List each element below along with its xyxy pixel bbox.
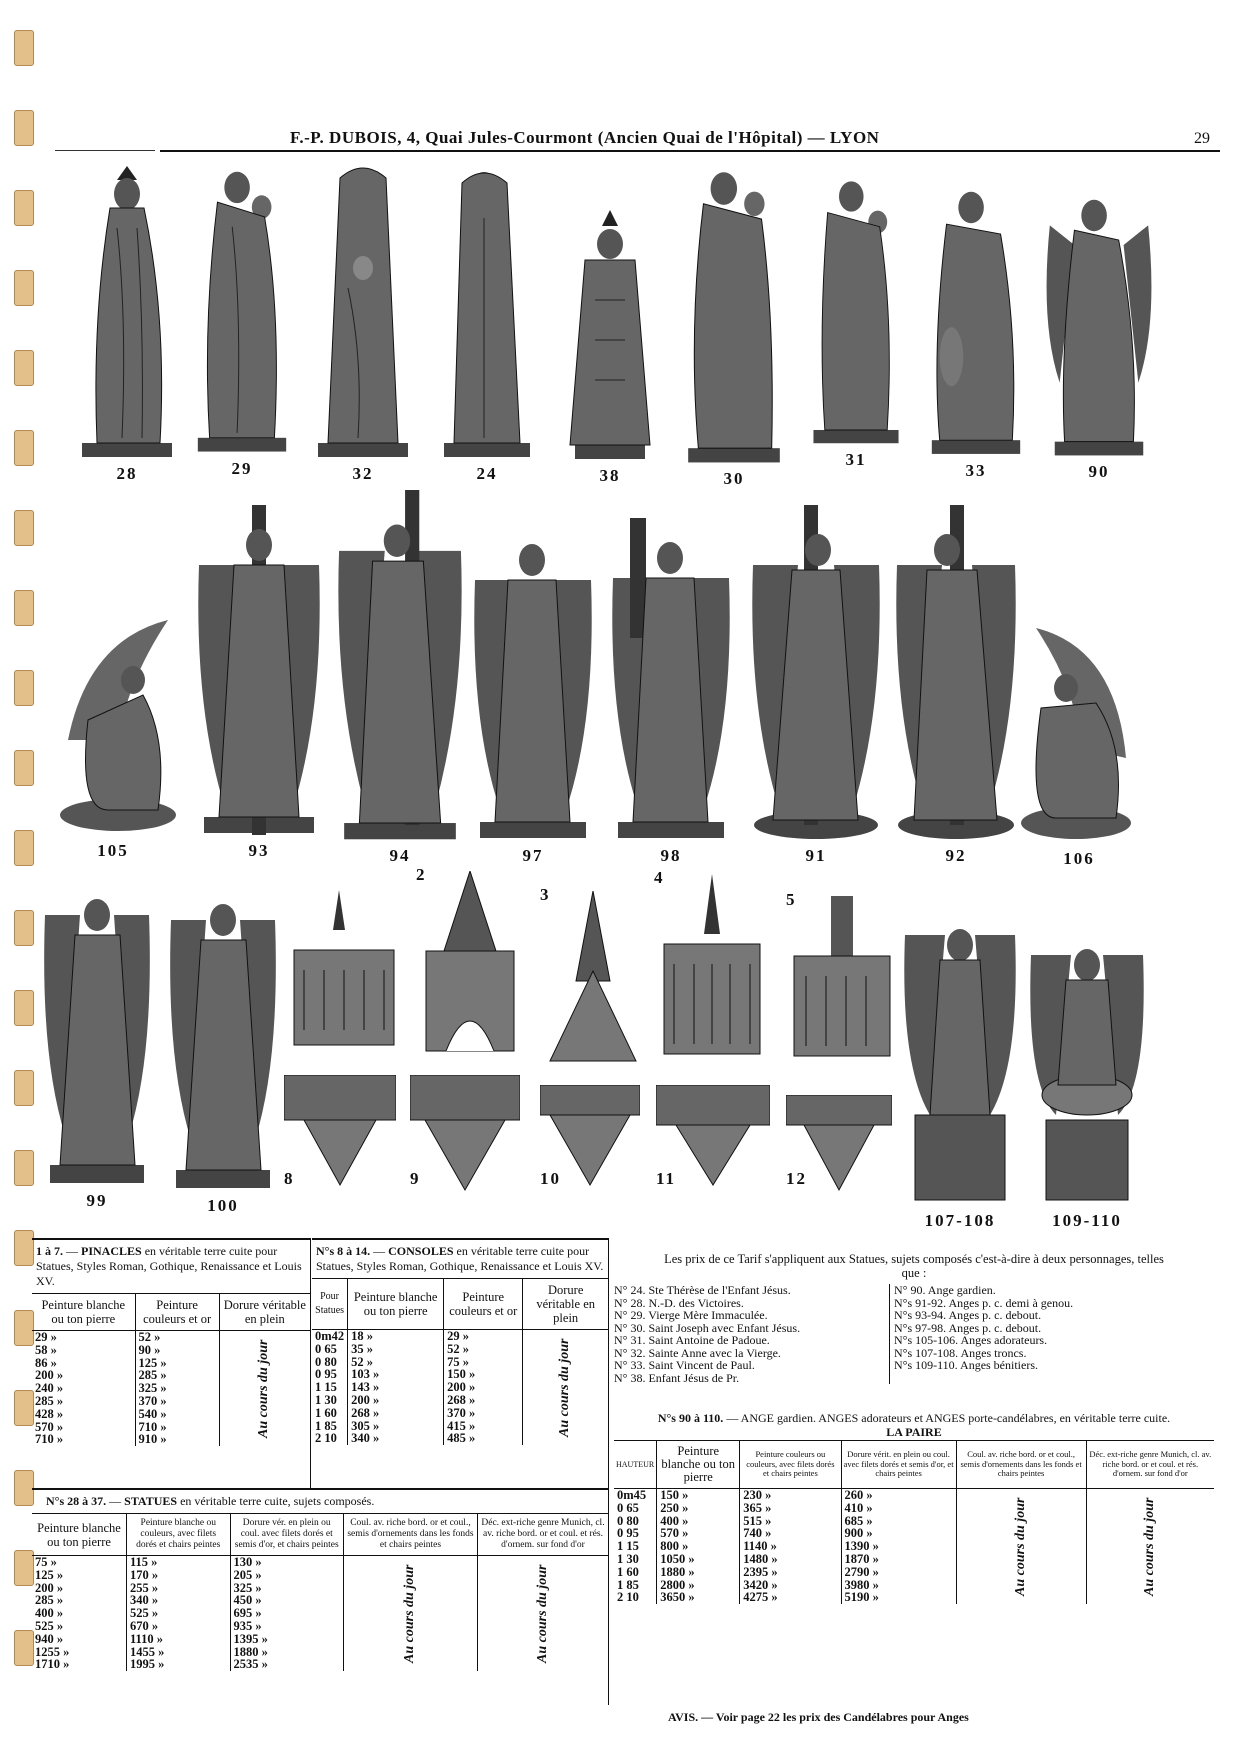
table-cell: 450 » — [230, 1594, 343, 1607]
statue-figure — [308, 158, 418, 484]
figure-number: 90 — [1088, 462, 1110, 482]
table-cell: 0 65 — [617, 1500, 639, 1515]
pinacles-title: 1 à 7. — PINACLES en véritable terre cuite pour Statues, Styles Roman, Gothique, Renaissance et Louis XV. — [36, 1244, 302, 1288]
angel-illustration — [892, 505, 1020, 840]
table-cell: 150 » — [444, 1368, 523, 1381]
table-cell: 1 15 — [617, 1539, 639, 1554]
statue-figure — [560, 210, 660, 486]
col-header: Coul. av. riche bord. or et coul., semis d'ornements dans les fonds et chairs peintes — [343, 1514, 477, 1556]
table-cell: 268 » — [444, 1394, 523, 1407]
figure-number: 99 — [86, 1191, 108, 1210]
table-cell: 200 » — [35, 1580, 64, 1595]
statue-figure — [804, 170, 908, 470]
notice-text: AVIS. — Voir page 22 les prix des Candélabres pour Anges — [668, 1710, 969, 1724]
figure-number: 31 — [845, 450, 867, 470]
table-cell: 52 » — [135, 1331, 219, 1344]
table-cell: 1110 » — [127, 1633, 231, 1646]
table-cell: 75 » — [35, 1555, 57, 1569]
table-cell: 428 » — [35, 1406, 64, 1421]
statue-illustration — [804, 170, 908, 444]
consoles-table — [312, 1278, 608, 1445]
table-cell: 370 » — [444, 1407, 523, 1420]
table-cell: 200 » — [444, 1381, 523, 1394]
list-item: N° 31. Saint Antoine de Padoue. — [614, 1333, 770, 1347]
table-cell: 485 » — [444, 1432, 523, 1445]
angel-figure — [1016, 628, 1142, 869]
col-header: Coul. av. riche bord. or et coul., semis d'ornements dans les fonds et chairs peintes — [956, 1441, 1086, 1489]
table-cell: 255 » — [127, 1582, 231, 1595]
figure-number: 30 — [723, 469, 745, 489]
figure-number: 105 — [97, 841, 129, 860]
table-cell: 1255 » — [35, 1644, 70, 1659]
title-bold: PINACLES — [81, 1244, 142, 1258]
table-cell: 0 65 — [315, 1341, 337, 1356]
angel-illustration — [748, 505, 884, 840]
table-cell: 240 » — [35, 1381, 64, 1396]
table-cell: 515 » — [740, 1515, 841, 1528]
col-header: Dorure vér. en plein ou coul. avec filets dorés et semis d'or, et chairs peintes — [230, 1514, 343, 1556]
list-item: N°s 91-92. Anges p. c. demi à genou. — [894, 1295, 1074, 1310]
table-cell: 0 80 — [315, 1354, 337, 1369]
console-figure — [284, 1075, 396, 1189]
table-cell: 18 » — [348, 1330, 444, 1343]
title-num: N°s 90 à 110. — [657, 1411, 724, 1425]
table-cell: 170 » — [127, 1569, 231, 1582]
angel-illustration — [48, 620, 178, 835]
figure-number: 38 — [599, 466, 621, 485]
table-cell: 370 » — [135, 1395, 219, 1408]
title-num: N°s 28 à 37. — [46, 1494, 107, 1508]
table-cell: 52 » — [348, 1356, 444, 1369]
table-cell: 1480 » — [740, 1553, 841, 1566]
table-cell: 2535 » — [230, 1658, 343, 1671]
list-item: N° 28. N.-D. des Victoires. — [614, 1295, 744, 1310]
col-header: HAUTEUR — [614, 1441, 657, 1489]
figure-number: 98 — [660, 846, 682, 865]
figure-number: 29 — [231, 458, 253, 478]
figure-number: 92 — [945, 846, 967, 865]
col-header: Peinture blanche ou ton pierre — [32, 1514, 127, 1556]
col-header: Peinture blanche ou couleurs, avec filets dorés et chairs peintes — [127, 1514, 231, 1556]
pinnacle-figure — [654, 868, 770, 1064]
table-cell: 1140 » — [740, 1540, 841, 1553]
table-cell: 0m42 — [315, 1329, 345, 1343]
table-cell: 0m45 — [617, 1488, 647, 1502]
table-cell: 125 » — [135, 1357, 219, 1370]
table-cell: 1395 » — [230, 1633, 343, 1646]
angel-illustration — [1026, 935, 1148, 1205]
table-cell — [477, 1556, 608, 1672]
table-cell: 1870 » — [841, 1553, 956, 1566]
tariff-list-left — [614, 1284, 890, 1384]
pinnacle-figure — [786, 890, 898, 1066]
table-cell: 570 » — [35, 1419, 64, 1434]
table-cell: 1 30 — [315, 1392, 337, 1407]
statue-figure — [1040, 186, 1158, 482]
title-bold: STATUES — [124, 1494, 178, 1508]
list-item: N° 24. Ste Thérèse de l'Enfant Jésus. — [614, 1283, 791, 1297]
rotated-note: Au cours du jour — [1012, 1497, 1028, 1596]
table-cell: 285 » — [135, 1369, 219, 1382]
col-header: Peinture blanche ou ton pierre — [348, 1279, 444, 1330]
list-item: N°s 97-98. Anges p. c. debout. — [894, 1320, 1042, 1335]
table-row — [32, 1331, 310, 1344]
table-cell: 150 » — [657, 1489, 740, 1502]
table-cell: 0 95 — [315, 1367, 337, 1382]
table-cell — [1086, 1489, 1214, 1605]
table-cell: 75 » — [444, 1356, 523, 1369]
figure-number: 28 — [116, 464, 138, 483]
list-item: N°s 93-94. Anges p. c. debout. — [894, 1308, 1042, 1322]
table-cell: 2 10 — [315, 1431, 337, 1446]
tariff-intro: Les prix de ce Tarif s'appliquent aux Statues, sujets composés c'est-à-dire à deux personnages, telles que : — [664, 1252, 1164, 1280]
list-item: N°s 107-108. Anges troncs. — [894, 1345, 1027, 1360]
table-cell: 695 » — [230, 1607, 343, 1620]
statue-figure — [188, 158, 296, 479]
anges-subtitle: LA PAIRE — [886, 1425, 942, 1439]
table-cell: 250 » — [657, 1502, 740, 1515]
title-num: 1 à 7. — [36, 1244, 63, 1258]
angel-figure — [1026, 935, 1148, 1231]
header-text: F.-P. DUBOIS, 4, Quai Jules-Courmont (Ancien Quai de l'Hôpital) — LYON — [290, 128, 880, 147]
console-number: 9 — [410, 1169, 421, 1188]
statue-figure — [432, 158, 542, 484]
table-cell: 940 » — [35, 1631, 64, 1646]
angel-figure — [608, 518, 734, 866]
table-cell: 415 » — [444, 1420, 523, 1433]
table-cell: 710 » — [135, 1421, 219, 1434]
pinnacle-figure — [416, 865, 524, 1061]
pinnacle-illustration — [540, 891, 646, 1071]
table-cell: 29 » — [35, 1330, 57, 1344]
col-header: Peinture couleurs et or — [444, 1279, 523, 1330]
list-item: N° 33. Saint Vincent de Paul. — [614, 1358, 755, 1372]
col-header: Dorure vérit. en plein ou coul. avec filets dorés et semis d'or, et chairs peintes — [841, 1441, 956, 1489]
console-figure — [656, 1085, 770, 1189]
table-cell: 3420 » — [740, 1579, 841, 1592]
table-cell: 90 » — [135, 1344, 219, 1357]
angel-figure — [470, 520, 596, 866]
list-item: N° 38. Enfant Jésus de Pr. — [614, 1370, 740, 1385]
title-text: ANGE gardien. ANGES adorateurs et ANGES porte-candélabres, en véritable terre cuite. — [740, 1411, 1171, 1425]
angel-figure — [48, 620, 178, 861]
table-cell — [956, 1489, 1086, 1605]
list-item: N° 32. Sainte Anne avec la Vierge. — [614, 1345, 781, 1360]
angel-figure — [892, 505, 1020, 866]
pinnacle-number: 3 — [540, 885, 551, 904]
header-left-rule — [55, 150, 155, 151]
figure-number: 32 — [352, 464, 374, 483]
angel-illustration — [40, 875, 154, 1185]
pinnacle-illustration — [416, 871, 524, 1061]
table-cell: 125 » — [35, 1567, 64, 1582]
table-cell: 52 » — [444, 1343, 523, 1356]
table-cell: 3980 » — [841, 1579, 956, 1592]
consoles-title: N°s 8 à 14. — CONSOLES en véritable terre cuite pour Statues, Styles Roman, Gothique, Renaissance et Louis XV. — [316, 1244, 604, 1273]
angel-illustration — [166, 880, 280, 1190]
table-cell: 2790 » — [841, 1566, 956, 1579]
col-header: Peinture blanche ou ton pierre — [657, 1441, 740, 1489]
col-header: Peinture blanche ou ton pierre — [32, 1294, 135, 1331]
table-cell: 103 » — [348, 1368, 444, 1381]
statues-price-table — [32, 1488, 609, 1705]
table-cell: 910 » — [135, 1433, 219, 1446]
figure-number: 109-110 — [1052, 1211, 1122, 1230]
col-header: Peinture couleurs ou couleurs, avec filets dorés et chairs peintes — [740, 1441, 841, 1489]
figure-number: 91 — [805, 846, 827, 865]
pinnacle-number: 5 — [786, 890, 797, 909]
table-cell: 35 » — [348, 1343, 444, 1356]
table-cell: 540 » — [135, 1408, 219, 1421]
table-cell: 115 » — [127, 1556, 231, 1569]
statue-figure — [922, 180, 1030, 481]
console-number: 10 — [540, 1169, 561, 1188]
table-cell — [343, 1556, 477, 1672]
angel-illustration — [1016, 628, 1142, 843]
table-row — [312, 1330, 608, 1343]
figure-number: 94 — [389, 846, 411, 866]
pinnacle-illustration — [654, 874, 770, 1064]
anges-price-table — [614, 1412, 1214, 1712]
statue-illustration — [1040, 186, 1158, 456]
table-cell: 400 » — [657, 1515, 740, 1528]
anges-table — [614, 1440, 1214, 1604]
table-cell: 1455 » — [127, 1646, 231, 1659]
table-cell: 800 » — [657, 1540, 740, 1553]
table-cell: 1710 » — [35, 1657, 70, 1672]
table-cell: 1050 » — [657, 1553, 740, 1566]
table-cell: 130 » — [230, 1556, 343, 1569]
table-cell: 740 » — [740, 1527, 841, 1540]
list-item: N°s 105-106. Anges adorateurs. — [894, 1333, 1048, 1347]
console-number: 11 — [656, 1169, 677, 1188]
table-cell: 1 85 — [617, 1577, 639, 1592]
table-cell: 1 85 — [315, 1418, 337, 1433]
statues-table — [32, 1513, 608, 1671]
page-number: 29 — [1194, 130, 1210, 147]
title-bold: CONSOLES — [388, 1244, 454, 1258]
table-cell: 365 » — [740, 1502, 841, 1515]
table-cell: 340 » — [127, 1594, 231, 1607]
angel-figure — [166, 880, 280, 1216]
table-cell: 1390 » — [841, 1540, 956, 1553]
console-number: 12 — [786, 1169, 807, 1188]
angel-illustration — [608, 518, 734, 840]
anges-title: N°s 90 à 110. — ANGE gardien. ANGES adorateurs et ANGES porte-candélabres, en véritable terre cuite. — [657, 1411, 1171, 1425]
table-cell: 260 » — [841, 1489, 956, 1502]
angel-illustration — [470, 520, 596, 840]
statue-figure — [72, 158, 182, 484]
col-header: Dorure véritable en plein — [219, 1294, 310, 1331]
rotated-note: Au cours du jour — [402, 1564, 418, 1663]
table-cell: 1995 » — [127, 1658, 231, 1671]
statue-illustration — [560, 210, 660, 460]
table-cell: 305 » — [348, 1420, 444, 1433]
table-cell: 4275 » — [740, 1591, 841, 1604]
col-header: Déc. ext-riche genre Munich, cl. av. riche bord. or et coul. et rés. d'ornem. sur fond d'or — [477, 1514, 608, 1556]
col-header: Peinture couleurs et or — [135, 1294, 219, 1331]
figure-number: 107-108 — [924, 1211, 996, 1230]
list-item: N° 30. Saint Joseph avec Enfant Jésus. — [614, 1320, 801, 1335]
col-header: Déc. ext-riche genre Munich, cl. av. riche bord. or et coul. et rés. d'ornem. sur fond d'or — [1086, 1441, 1214, 1489]
figure-number: 106 — [1063, 849, 1095, 868]
figure-number: 93 — [248, 841, 270, 860]
table-cell: 325 » — [135, 1382, 219, 1395]
title-rest: en véritable terre cuite pour Statues, Styles Roman, Gothique, Renaissance et Louis XV. — [316, 1244, 604, 1273]
table-cell: 1 60 — [617, 1564, 639, 1579]
table-cell: 29 » — [444, 1330, 523, 1343]
pinnacle-illustration — [786, 896, 898, 1066]
angel-figure — [334, 490, 466, 866]
table-row — [614, 1489, 1214, 1502]
table-row — [32, 1556, 608, 1569]
pinnacle-figure — [540, 885, 646, 1071]
table-cell: 685 » — [841, 1515, 956, 1528]
console-figure — [410, 1075, 520, 1189]
angel-illustration — [900, 915, 1020, 1205]
rotated-note: Au cours du jour — [256, 1339, 272, 1438]
rotated-note: Au cours du jour — [534, 1564, 550, 1663]
table-cell: 525 » — [35, 1618, 64, 1633]
pinnacle-figure — [284, 890, 402, 1066]
statue-illustration — [188, 158, 296, 453]
table-cell: 1 60 — [315, 1405, 337, 1420]
table-cell — [523, 1330, 608, 1446]
title-rest: en véritable terre cuite, sujets composés. — [180, 1494, 375, 1508]
table-cell: 58 » — [35, 1342, 57, 1357]
statue-illustration — [308, 158, 418, 458]
table-cell: 570 » — [657, 1527, 740, 1540]
table-cell: 340 » — [348, 1432, 444, 1445]
table-cell: 525 » — [127, 1607, 231, 1620]
table-cell: 400 » — [35, 1606, 64, 1621]
table-cell: 5190 » — [841, 1591, 956, 1604]
table-cell: 0 80 — [617, 1513, 639, 1528]
figure-number: 97 — [522, 846, 544, 865]
table-cell: 1 30 — [617, 1551, 639, 1566]
table-cell: 200 » — [348, 1394, 444, 1407]
table-cell: 900 » — [841, 1527, 956, 1540]
table-cell: 3650 » — [657, 1591, 740, 1604]
table-cell: 285 » — [35, 1393, 64, 1408]
figure-number: 100 — [207, 1196, 239, 1215]
header-rule — [160, 150, 1220, 152]
console-figure — [786, 1095, 892, 1189]
pinacles-price-table — [32, 1238, 311, 1488]
table-cell: 325 » — [230, 1582, 343, 1595]
table-cell: 285 » — [35, 1593, 64, 1608]
title-num: N°s 8 à 14. — [316, 1244, 371, 1258]
table-cell: 2 10 — [617, 1590, 639, 1605]
angel-figure — [40, 875, 154, 1211]
col-header: Dorure véritable en plein — [523, 1279, 608, 1330]
consoles-price-table — [312, 1238, 609, 1488]
angel-figure — [900, 915, 1020, 1231]
page-header — [160, 128, 1210, 152]
angel-illustration — [334, 490, 466, 840]
rotated-note: Au cours du jour — [1141, 1497, 1157, 1596]
table-cell: 268 » — [348, 1407, 444, 1420]
table-cell: 0 95 — [617, 1526, 639, 1541]
pinacles-table — [32, 1293, 310, 1446]
table-cell: 710 » — [35, 1432, 64, 1447]
statue-illustration — [72, 158, 182, 458]
angel-illustration — [194, 505, 324, 835]
pinnacle-number: 4 — [654, 868, 665, 887]
table-cell: 230 » — [740, 1489, 841, 1502]
figure-number: 33 — [965, 460, 987, 480]
col-header: Pour Statues — [312, 1279, 348, 1330]
table-cell: 143 » — [348, 1381, 444, 1394]
angel-figure — [748, 505, 884, 866]
list-item: N° 29. Vierge Mère Immaculée. — [614, 1308, 768, 1322]
statue-figure — [678, 158, 790, 489]
table-cell: 1 15 — [315, 1380, 337, 1395]
table-cell: 205 » — [230, 1569, 343, 1582]
tariff-note — [614, 1252, 1214, 1402]
list-item: N°s 109-110. Anges bénitiers. — [894, 1358, 1039, 1372]
console-number: 8 — [284, 1169, 295, 1188]
table-cell: 86 » — [35, 1355, 57, 1370]
table-cell: 1880 » — [657, 1566, 740, 1579]
statue-illustration — [432, 158, 542, 458]
pinnacle-number: 2 — [416, 865, 427, 884]
statue-illustration — [678, 158, 790, 463]
table-cell: 935 » — [230, 1620, 343, 1633]
rotated-note: Au cours du jour — [557, 1338, 573, 1437]
statue-illustration — [922, 180, 1030, 455]
table-cell: 2800 » — [657, 1579, 740, 1592]
tariff-list-right — [890, 1284, 1214, 1384]
table-cell: 1880 » — [230, 1646, 343, 1659]
pinnacle-illustration — [284, 890, 402, 1060]
table-cell — [219, 1331, 310, 1447]
angel-figure — [194, 505, 324, 861]
table-cell: 2395 » — [740, 1566, 841, 1579]
table-cell: 670 » — [127, 1620, 231, 1633]
table-cell: 410 » — [841, 1502, 956, 1515]
figure-number: 24 — [476, 464, 498, 483]
table-cell: 200 » — [35, 1368, 64, 1383]
title-rest: en véritable terre cuite pour Statues, Styles Roman, Gothique, Renaissance et Louis XV. — [36, 1244, 302, 1288]
console-figure — [540, 1085, 640, 1189]
statues-title: N°s 28 à 37. — STATUES en véritable terre cuite, sujets composés. — [46, 1494, 375, 1508]
list-item: N° 90. Ange gardien. — [894, 1283, 996, 1297]
